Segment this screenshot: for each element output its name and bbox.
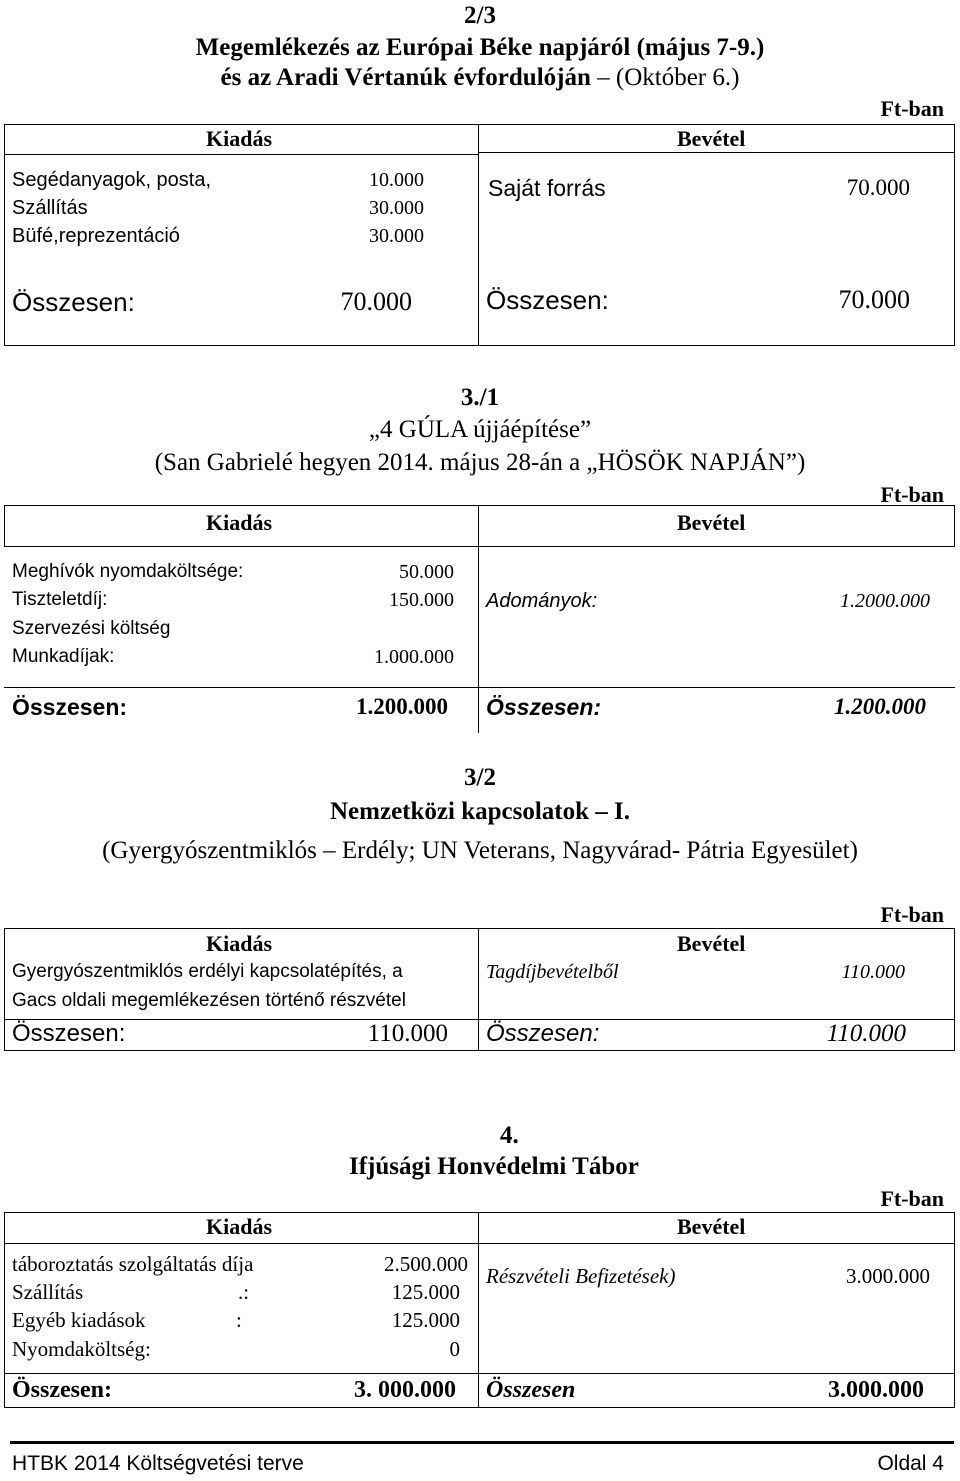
section1-title-line2 [0, 64, 960, 92]
section4-expense-label-0: táboroztatás szolgáltatás díja [12, 1252, 254, 1276]
section4-expense-colon-2: : [236, 1308, 242, 1332]
section4-income-label-0: Részvételi Befizetések) [486, 1264, 676, 1288]
section4-expense-label-3: Nyomdaköltség: [12, 1337, 151, 1361]
section4-expense-value-0: 2.500.000 [384, 1252, 468, 1276]
section1-income-header: Bevétel [677, 126, 746, 151]
section4-total-label-expense: Összesen: [12, 1377, 112, 1403]
section3-expense-line1: Gyergyószentmiklós erdélyi kapcsolatépítés, a [12, 961, 403, 982]
section3-total-label-income: Összesen: [486, 1020, 600, 1047]
section2-total-income: 1.200.000 [834, 694, 926, 719]
section4-income-value-0: 3.000.000 [846, 1264, 930, 1288]
section1-expense-label-0: Segédanyagok, posta, [12, 169, 212, 191]
section2-income-value-0: 1.2000.000 [840, 590, 930, 612]
section2-income-label-0: Adományok: [486, 590, 598, 612]
section2-expense-label-2: Szervezési költség [12, 618, 171, 639]
section4-expense-value-2: 125.000 [391, 1308, 460, 1332]
section4-expense-label-2: Egyéb kiadások [12, 1308, 146, 1332]
section2-expense-label-1: Tiszteletdíj: [12, 589, 108, 610]
section2-income-header: Bevétel [677, 510, 746, 535]
section1-income-value-0: 70.000 [846, 175, 910, 200]
section3-income-header: Bevétel [677, 931, 746, 956]
section3-title-line1: Nemzetközi kapcsolatok – I. [330, 798, 630, 825]
section2-header-box [4, 505, 955, 547]
section1-title-line2-bold: és az Aradi Vértanúk évfordulóján [220, 64, 591, 91]
footer-title: HTBK 2014 Költségvetési terve [12, 1452, 304, 1475]
section3-title-line2: (Gyergyószentmiklós – Erdély; UN Veterans, Nagyvárad- Pátria Egyesület) [102, 837, 858, 864]
section3-currency: Ft-ban [880, 902, 944, 927]
section4-currency: Ft-ban [880, 1186, 944, 1211]
section4-total-income: 3.000.000 [828, 1377, 924, 1403]
section4-expense-label-1: Szállítás [12, 1280, 84, 1304]
section1-expense-label-2: Büfé,reprezentáció [12, 225, 180, 247]
section4-total-expense: 3. 000.000 [354, 1377, 456, 1403]
footer-page-number: Oldal 4 [877, 1452, 944, 1475]
section4-number: 4. [500, 1122, 519, 1149]
section1-income-label-0: Saját forrás [488, 175, 606, 201]
section4-expense-value-1: 125.000 [391, 1280, 460, 1304]
section1-expense-header: Kiadás [206, 126, 273, 151]
section1-expense-value-2: 30.000 [369, 225, 424, 247]
section2-currency: Ft-ban [880, 482, 944, 507]
section2-total-label-income: Összesen: [486, 694, 602, 720]
section1-currency: Ft-ban [880, 96, 944, 121]
section2-expense-value-0: 50.000 [399, 561, 454, 583]
section2-total-expense: 1.200.000 [356, 694, 448, 719]
section3-income-value-0: 110.000 [841, 961, 905, 983]
section1-total-label-income: Összesen: [486, 285, 609, 315]
section2-expense-value-1: 150.000 [389, 589, 454, 611]
section1-expense-value-0: 10.000 [369, 169, 424, 191]
footer-divider [10, 1441, 954, 1444]
section2-expense-value-3: 1.000.000 [374, 646, 454, 668]
section1-expense-label-1: Szállítás [12, 197, 88, 219]
section4-expense-header: Kiadás [206, 1214, 273, 1239]
section1-title-line1: Megemlékezés az Európai Béke napjáról (május 7-9.) [195, 34, 765, 61]
section1-total-income: 70.000 [838, 285, 910, 314]
section4-expense-colon-1: .: [238, 1280, 250, 1304]
section3-expense-line2: Gacs oldali megemlékezésen történő részvétel [12, 990, 406, 1011]
section3-total-income: 110.000 [826, 1020, 906, 1047]
section2-total-label-expense: Összesen: [12, 694, 128, 720]
section1-total-expense: 70.000 [340, 287, 412, 316]
section2-expense-header: Kiadás [206, 510, 273, 535]
section1-title-line2-normal: – (Október 6.) [590, 64, 740, 91]
section4-title: Ifjúsági Honvédelmi Tábor [349, 1153, 639, 1180]
section3-number: 3/2 [464, 764, 496, 791]
section1-expense-value-1: 30.000 [369, 197, 424, 219]
section2-number: 3./1 [460, 384, 500, 411]
section4-expense-value-3: 0 [449, 1337, 460, 1361]
section4-total-label-income: Összesen [486, 1377, 576, 1403]
section2-expense-label-0: Meghívók nyomdaköltsége: [12, 561, 244, 582]
section2-title-line2: (San Gabrielé hegyen 2014. május 28-án a „HÖSÖK NAPJÁN”) [154, 449, 806, 476]
section4-income-header: Bevétel [677, 1214, 746, 1239]
section1-number: 2/3 [464, 2, 496, 29]
section3-total-label-expense: Összesen: [12, 1020, 126, 1047]
section1-total-label-expense: Összesen: [12, 287, 135, 317]
section2-expense-label-3: Munkadíjak: [12, 646, 115, 667]
section3-expense-header: Kiadás [206, 931, 273, 956]
section3-total-expense: 110.000 [367, 1020, 448, 1047]
section2-title-line1: „4 GÚLA újjáépítése” [368, 416, 592, 443]
section3-income-label-0: Tagdíjbevételből [486, 961, 619, 983]
